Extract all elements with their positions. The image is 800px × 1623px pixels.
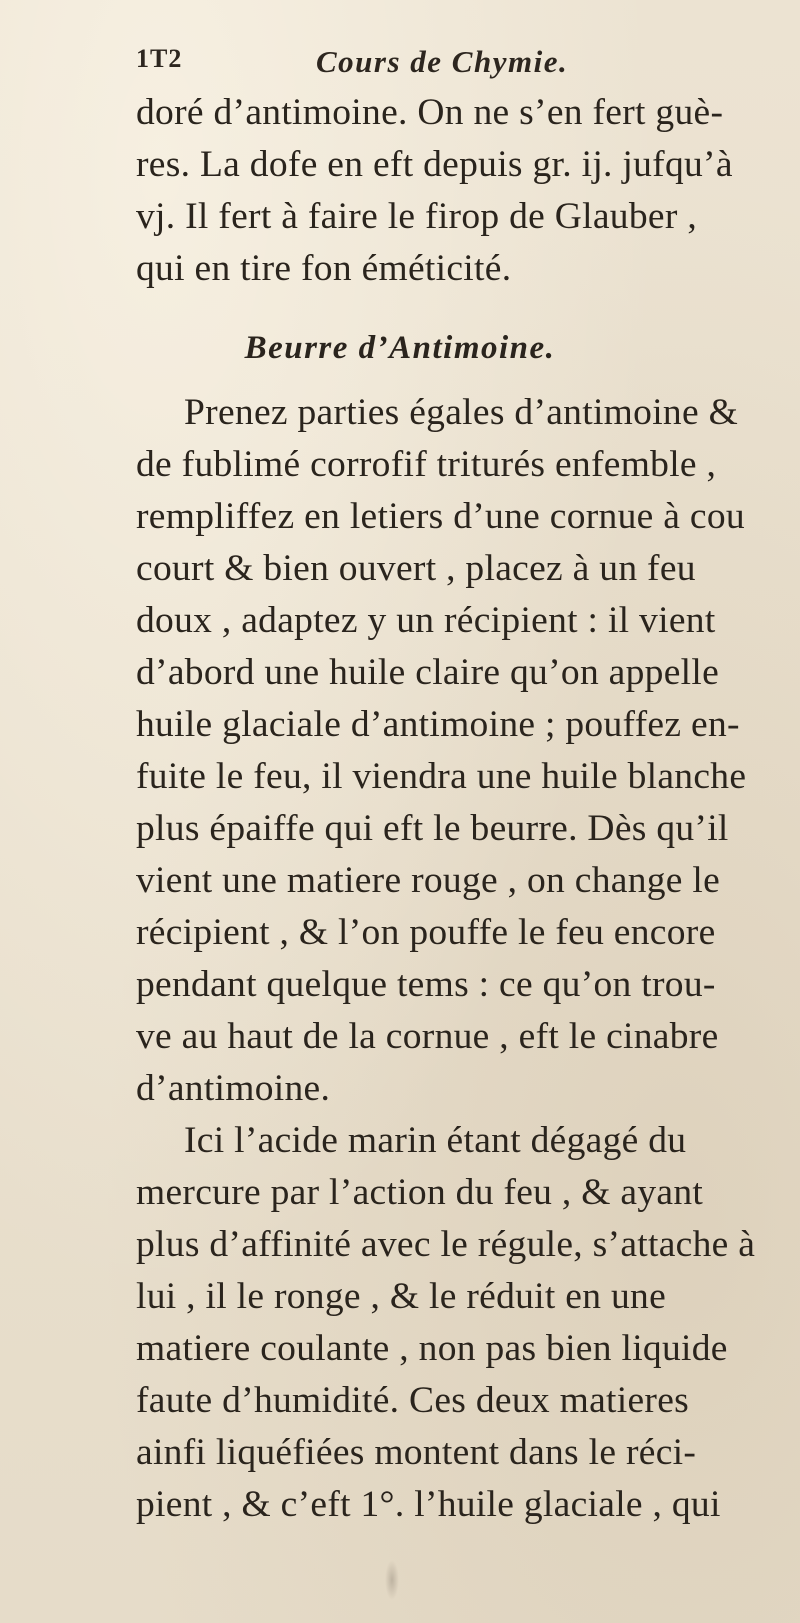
text-line: ve au haut de la cornue , eft le cinabre [136, 1016, 719, 1057]
section-heading: Beurre d’Antimoine. [244, 330, 556, 366]
text-line: rempliffez en letiers d’une cornue à cou [136, 496, 745, 537]
text-line: récipient , & l’on pouffe le feu encore [136, 912, 716, 953]
text-line: vient une matiere rouge , on change le [136, 860, 721, 901]
text-line: Ici l’acide marin étant dégagé du [184, 1120, 687, 1161]
continuation-text [136, 87, 776, 295]
text-line: lui , il le ronge , & le réduit en une [136, 1276, 667, 1317]
text-line: d’abord une huile claire qu’on appelle [136, 652, 720, 693]
section-body [136, 387, 776, 1531]
text-line: plus d’affinité avec le régule, s’attache à [136, 1224, 756, 1265]
text-line: ainfi liquéfiées montent dans le réci- [136, 1432, 697, 1473]
text-line: pient , & c’eft 1°. l’huile glaciale , qui [136, 1484, 721, 1525]
text-line: pendant quelque tems : ce qu’on trou- [136, 964, 716, 1005]
text-line: qui en tire fon éméticité. [136, 248, 512, 289]
page-header [136, 44, 760, 84]
text-line: doux , adaptez y un récipient : il vient [136, 600, 716, 641]
running-title: Cours de Chymie. [316, 44, 569, 79]
page-number: 1T2 [136, 44, 183, 73]
text-line: faute d’humidité. Ces deux matieres [136, 1380, 690, 1421]
ink-smudge [385, 1560, 399, 1600]
text-line: doré d’antimoine. On ne s’en fert guè- [136, 92, 724, 133]
text-line: court & bien ouvert , placez à un feu [136, 548, 696, 589]
text-line: vj. Il fert à faire le firop de Glauber , [136, 196, 697, 237]
text-line: de fublimé corrofif triturés enfemble , [136, 444, 717, 485]
text-line: matiere coulante , non pas bien liquide [136, 1328, 728, 1369]
text-line: mercure par l’action du feu , & ayant [136, 1172, 704, 1213]
text-line: huile glaciale d’antimoine ; pouffez en- [136, 704, 740, 745]
text-line: d’antimoine. [136, 1068, 331, 1109]
text-line: fuite le feu, il viendra une huile blanche [136, 756, 747, 797]
text-line: Prenez parties égales d’antimoine & [184, 392, 739, 433]
text-line: res. La dofe en eft depuis gr. ij. jufqu’à [136, 144, 733, 185]
text-line: plus épaiffe qui eft le beurre. Dès qu’il [136, 808, 729, 849]
